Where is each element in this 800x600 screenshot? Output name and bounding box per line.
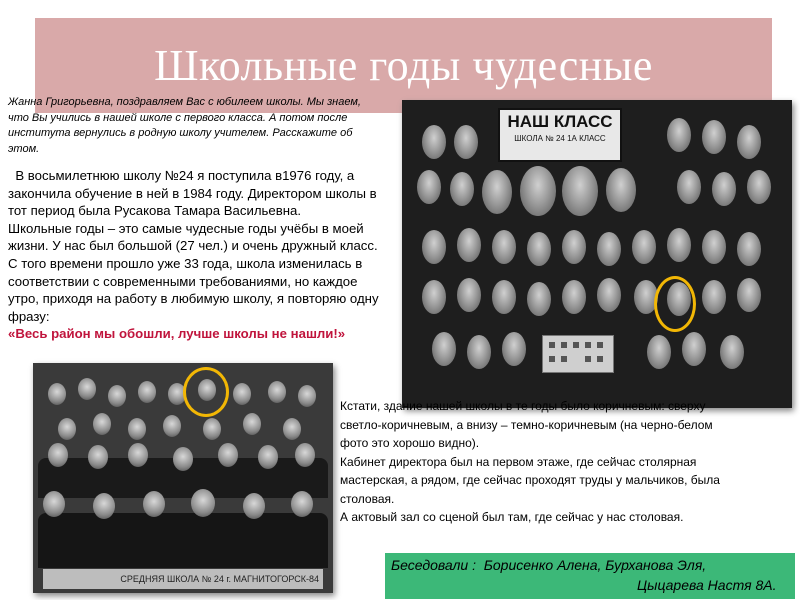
portrait (492, 230, 516, 264)
portrait (450, 172, 474, 206)
person (295, 443, 315, 467)
portrait (432, 332, 456, 366)
portrait (737, 278, 761, 312)
person (108, 385, 126, 407)
answer-line: тот период была Русакова Тамара Васильевна. (8, 203, 302, 219)
portrait (702, 230, 726, 264)
person (93, 413, 111, 435)
portrait (527, 232, 551, 266)
portrait (422, 125, 446, 159)
person (163, 415, 181, 437)
portrait (737, 125, 761, 159)
history-line: светло-коричневым, а внизу – темно-коричневым (на черно-белом (340, 417, 713, 432)
portrait (422, 280, 446, 314)
portrait (417, 170, 441, 204)
portrait (597, 278, 621, 312)
person (298, 385, 316, 407)
history-line: А актовый зал со сценой был там, где сейчас у нас столовая. (340, 510, 684, 524)
interview-question (8, 95, 396, 157)
history-line: Кабинет директора был на первом этаже, где сейчас столярная (340, 454, 697, 469)
person (128, 443, 148, 467)
portrait (667, 228, 691, 262)
portrait (597, 232, 621, 266)
person (203, 418, 221, 440)
portrait (422, 230, 446, 264)
interview-answer (8, 167, 408, 343)
portrait (747, 170, 771, 204)
portrait (632, 230, 656, 264)
question-line: этом. (8, 142, 40, 155)
person (78, 378, 96, 400)
school-history-text (340, 397, 800, 527)
history-line: фото это хорошо видно). (340, 436, 480, 450)
clothing (38, 513, 328, 568)
portrait (562, 166, 598, 216)
person (138, 381, 156, 403)
credits-line: Беседовали : Борисенко Алена, Бурханова Эля, (391, 557, 707, 573)
portrait (682, 332, 706, 366)
interviewers-credits (385, 553, 795, 599)
person (291, 491, 313, 517)
class-photo-board-subtitle: ШКОЛА № 24 1А КЛАСС (514, 134, 606, 143)
person (48, 383, 66, 405)
portrait (712, 172, 736, 206)
person (258, 445, 278, 469)
person (88, 445, 108, 469)
person (191, 489, 215, 517)
person (128, 418, 146, 440)
portrait (677, 170, 701, 204)
person (43, 491, 65, 517)
highlight-circle (654, 276, 696, 332)
portrait (667, 118, 691, 152)
portrait (502, 332, 526, 366)
history-line: Кстати, здание нашей школы в те годы было коричневым: сверху (340, 399, 706, 413)
portrait (467, 335, 491, 369)
person (173, 447, 193, 471)
answer-line: В восьмилетнюю школу №24 я поступила в1976 году, а (8, 168, 355, 183)
person (48, 443, 68, 467)
portrait (562, 230, 586, 264)
person (283, 418, 301, 440)
history-line: мастерская, а рядом, где сейчас проходят труды у мальчиков, была (340, 473, 720, 487)
portrait (492, 280, 516, 314)
group-photo-caption: СРЕДНЯЯ ШКОЛА № 24 г. МАГНИТОГОРСК-84 (43, 569, 323, 589)
person (243, 413, 261, 435)
portrait (520, 166, 556, 216)
portrait (647, 335, 671, 369)
credits-line: Цыцарева Настя 8А. (637, 577, 777, 593)
portrait (457, 278, 481, 312)
school-motto-quote: «Весь район мы обошли, лучше школы не нашли!» (8, 326, 346, 342)
answer-line: соответствии с современными требованиями, но каждое (8, 273, 358, 289)
person (268, 381, 286, 403)
portrait (527, 282, 551, 316)
portrait (562, 280, 586, 314)
answer-line: фразу: (8, 308, 50, 324)
portrait (737, 232, 761, 266)
portrait (702, 120, 726, 154)
question-line: Жанна Григорьевна, поздравляем Вас с юбилеем школы. Мы знаем, (8, 96, 361, 108)
person (218, 443, 238, 467)
portrait (720, 335, 744, 369)
class-photo-board (498, 108, 622, 162)
question-line: что Вы учились в нашей школе с первого класса. А потом после (8, 111, 348, 124)
person (93, 493, 115, 519)
person (233, 383, 251, 405)
answer-line: Школьные годы – это самые чудесные годы учёбы в моей (8, 220, 364, 236)
class-photo (402, 100, 792, 408)
answer-line: утро, приходя на работу в любимую школу, я повторяю одну (8, 291, 379, 307)
group-photo (33, 363, 333, 593)
history-line: столовая. (340, 491, 395, 506)
question-line: института вернулись в родную школу учителем. Расскажите об (8, 127, 353, 139)
person (243, 493, 265, 519)
person (143, 491, 165, 517)
portrait (702, 280, 726, 314)
person (58, 418, 76, 440)
answer-line: закончила обучение в ней в 1984 году. Директором школы в (8, 185, 377, 201)
page-title: Школьные годы чудесные (154, 41, 653, 90)
answer-line: С того времени прошло уже 33 года, школа изменилась в (8, 255, 363, 271)
class-photo-board-title: НАШ КЛАСС (507, 112, 613, 131)
school-building-picture (542, 335, 614, 373)
portrait (606, 168, 636, 212)
highlight-circle (183, 367, 229, 417)
portrait (457, 228, 481, 262)
answer-line: жизни. У нас был большой (27 чел.) и очень дружный класс. (8, 238, 378, 254)
portrait (482, 170, 512, 214)
portrait (454, 125, 478, 159)
